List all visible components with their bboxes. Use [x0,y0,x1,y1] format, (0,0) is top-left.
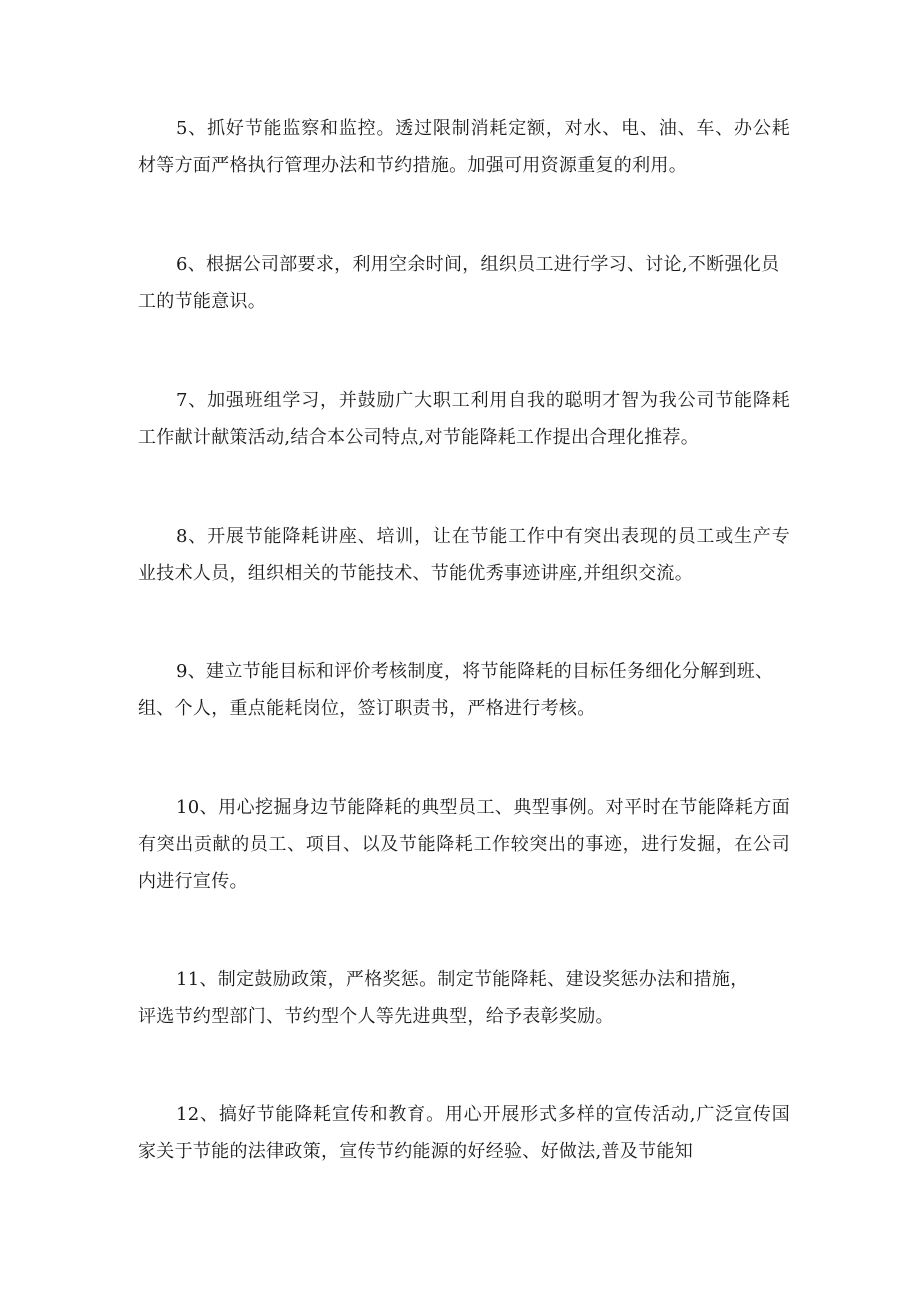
paragraph-item-7: 7、加强班组学习，并鼓励广大职工利用自我的聪明才智为我公司节能降耗工作献计献策活动,结合本公司特点,对节能降耗工作提出合理化推荐。 [138,390,790,448]
paragraph-item-8: 8、开展节能降耗讲座、培训，让在节能工作中有突出表现的员工或生产专业技术人员，组织相关的节能技术、节能优秀事迹讲座,并组织交流。 [138,526,790,584]
paragraph-item-10: 10、用心挖掘身边节能降耗的典型员工、典型事例。对平时在节能降耗方面有突出贡献的员工、项目、以及节能降耗工作较突出的事迹，进行发掘，在公司内进行宣传。 [138,797,790,892]
paragraph-item-9: 9、建立节能目标和评价考核制度，将节能降耗的目标任务细化分解到班、组、个人，重点能耗岗位，签订职责书，严格进行考核。 [138,661,774,719]
paragraph-item-12: 12、搞好节能降耗宣传和教育。用心开展形式多样的宣传活动,广泛宣传国家关于节能的法律政策，宣传节约能源的好经验、好做法,普及节能知 [138,1104,790,1162]
paragraph-item-5: 5、抓好节能监察和监控。透过限制消耗定额，对水、电、油、车、办公耗材等方面严格执行管理办法和节约措施。加强可用资源重复的利用。 [138,118,790,176]
paragraph-item-6: 6、根据公司部要求，利用空余时间，组织员工进行学习、讨论,不断强化员工的节能意识。 [138,254,780,312]
paragraph-item-11: 11、制定鼓励政策，严格奖惩。制定节能降耗、建设奖惩办法和措施，评选节约型部门、节约型个人等先进典型，给予表彰奖励。 [138,969,749,1027]
